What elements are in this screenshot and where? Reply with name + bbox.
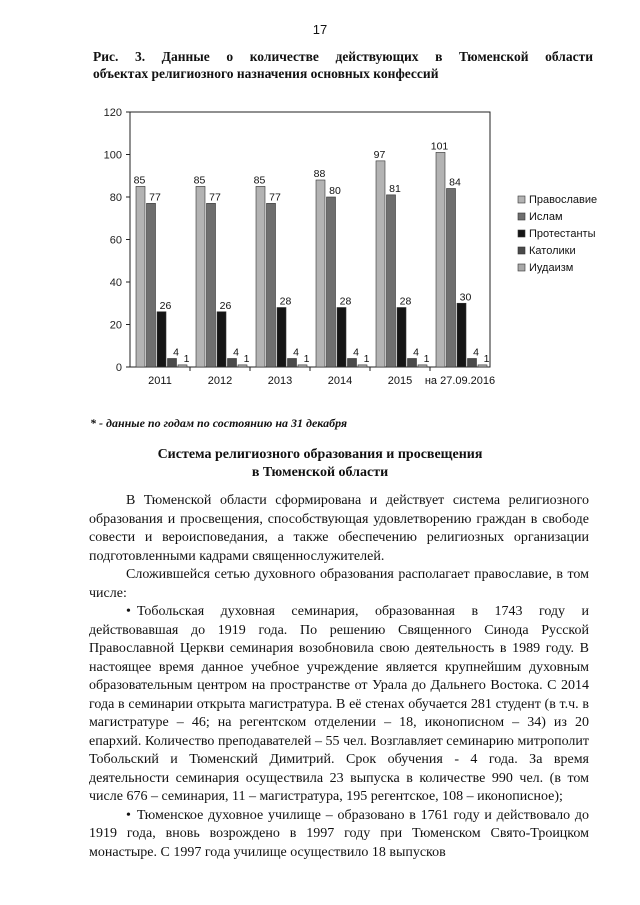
legend-swatch [518, 213, 525, 220]
y-tick-label: 80 [109, 192, 122, 204]
bar [256, 186, 265, 367]
figure-caption [93, 48, 593, 82]
section-title-line-2: в Тюменской области [251, 465, 389, 480]
legend-swatch [518, 230, 525, 237]
data-label: 1 [423, 352, 430, 365]
data-label: 30 [459, 291, 472, 304]
data-label: 26 [159, 299, 172, 312]
data-label: 81 [389, 182, 401, 195]
bar [298, 365, 307, 367]
page-number: 17 [312, 22, 328, 37]
bar [196, 186, 205, 367]
data-label: 26 [219, 299, 232, 312]
bar [337, 308, 346, 368]
data-label: 77 [209, 191, 221, 204]
bar [316, 180, 325, 367]
section-title [0, 446, 640, 482]
data-label: 84 [449, 176, 461, 189]
y-tick-label: 100 [103, 149, 122, 162]
data-label: 4 [473, 346, 479, 359]
data-label: 1 [483, 352, 490, 365]
bar [168, 359, 177, 368]
bullet-marker: • [126, 604, 131, 619]
bullet-marker: • [126, 807, 131, 823]
x-tick-label: 2015 [387, 375, 413, 387]
y-tick-label: 20 [109, 319, 122, 332]
data-label: 4 [413, 346, 419, 359]
data-label: 85 [133, 174, 146, 187]
data-label: 1 [183, 352, 190, 365]
bar [136, 186, 145, 367]
bar [178, 365, 187, 367]
x-tick-label: 2013 [267, 375, 293, 387]
legend-label: Протестанты [529, 228, 596, 240]
bar [387, 195, 396, 367]
data-label: 80 [329, 185, 341, 197]
figure-caption-line-1: Рис. 3. Данные о количестве действующих в Тюменской области [93, 49, 593, 64]
bar [157, 312, 166, 367]
y-tick-label: 60 [109, 234, 122, 247]
bar [277, 308, 286, 368]
data-label: 4 [233, 346, 239, 359]
data-label: 4 [173, 346, 179, 359]
bar [207, 203, 216, 367]
body-text [89, 492, 589, 862]
bar [397, 308, 406, 368]
legend-swatch [518, 247, 525, 254]
bar [147, 203, 156, 367]
x-tick-label: на 27.09.2016 [424, 375, 496, 387]
bar [447, 189, 456, 368]
paragraph-network: Сложившейся сетью духовного образования располагает православие, в том числе: [89, 567, 589, 601]
legend-label: Ислам [529, 211, 563, 223]
y-tick-label: 0 [115, 362, 122, 374]
data-label: 77 [149, 191, 161, 204]
bar [217, 312, 226, 367]
data-label: 28 [399, 295, 412, 308]
legend-swatch [518, 196, 525, 203]
figure-footnote: * - данные по годам по состоянию на 31 декабря [90, 416, 348, 430]
bar [457, 303, 466, 367]
data-label: 1 [243, 352, 250, 365]
legend-label: Иудаизм [529, 262, 574, 274]
bar-chart [90, 100, 610, 410]
legend-label: Католики [529, 245, 576, 257]
data-label: 1 [303, 352, 310, 365]
y-tick-label: 40 [109, 277, 122, 289]
data-label: 1 [363, 352, 370, 365]
data-label: 77 [269, 191, 281, 204]
bar [478, 365, 487, 367]
data-label: 28 [339, 295, 352, 308]
bar [238, 365, 247, 367]
data-label: 28 [279, 295, 292, 308]
paragraph-seminary [89, 603, 589, 807]
bar [267, 203, 276, 367]
paragraph-school [89, 807, 589, 863]
data-label: 101 [430, 140, 449, 153]
x-tick-label: 2011 [148, 375, 172, 387]
paragraph-school-text: Тюменское духовное училище – образовано в 1761 году и действовало до 1919 года, вновь возрождено в 1997 году при Тюменском Свято-Троицком монастыре. С 1997 года училище осуществило 18 выпусков [89, 807, 589, 860]
bar [327, 197, 336, 367]
paragraph-seminary-text: Тобольская духовная семинария, образованная в 1743 году и действовавшая до 1919 года. По решению Священного Синода Русской Православной Церкви семинария возобновила свою деятельность в 1989 году. В настоящее время данное учебное учреждение является крупнейшим духовным образовательным центром на пространстве от Урала до Дальнего Востока. С 2014 года в семинарии открыта магистратура. В её стенах обучается 281 студент (в т.ч. в магистратуре – 46; на регентском отделении – 18, иконописном – 34) из 20 епархий. Количество преподавателей – 55 чел. Возглавляет семинарию митрополит Тобольский и Тюменский Димитрий. Срок обучения - 4 года. За время деятельности семинария осуществила 23 выпуска в количестве 990 чел. (в том числе 676 – семинария, 11 – магистратура, 195 регентское, 108 – иконописное); [89, 604, 589, 804]
section-title-line-1: Система религиозного образования и просвещения [157, 447, 483, 462]
data-label: 4 [293, 346, 299, 359]
bar [418, 365, 427, 367]
figure-caption-line-2: объектах религиозного назначения основных конфессий [93, 66, 439, 81]
data-label: 85 [253, 174, 266, 187]
bar [228, 359, 237, 368]
x-tick-label: 2014 [327, 375, 353, 387]
bar [408, 359, 417, 368]
data-label: 88 [313, 168, 326, 180]
bar [358, 365, 367, 367]
data-label: 97 [373, 148, 386, 161]
bar [288, 359, 297, 368]
x-tick-label: 2012 [207, 375, 233, 387]
data-label: 4 [353, 346, 359, 359]
data-label: 85 [193, 174, 206, 187]
bar [348, 359, 357, 368]
legend-swatch [518, 264, 525, 271]
paragraph-intro: В Тюменской области сформирована и действует система религиозного образования и просвещения, способствующая удовлетворению граждан в свободе совести и вероисповедания, а также обеспечению религиозных организации подготовленными кадрами священнослужителей. [89, 493, 589, 564]
y-tick-label: 120 [103, 107, 122, 119]
bar [436, 152, 445, 367]
legend-label: Православие [529, 194, 598, 206]
bar [376, 161, 385, 367]
bar [468, 359, 477, 368]
